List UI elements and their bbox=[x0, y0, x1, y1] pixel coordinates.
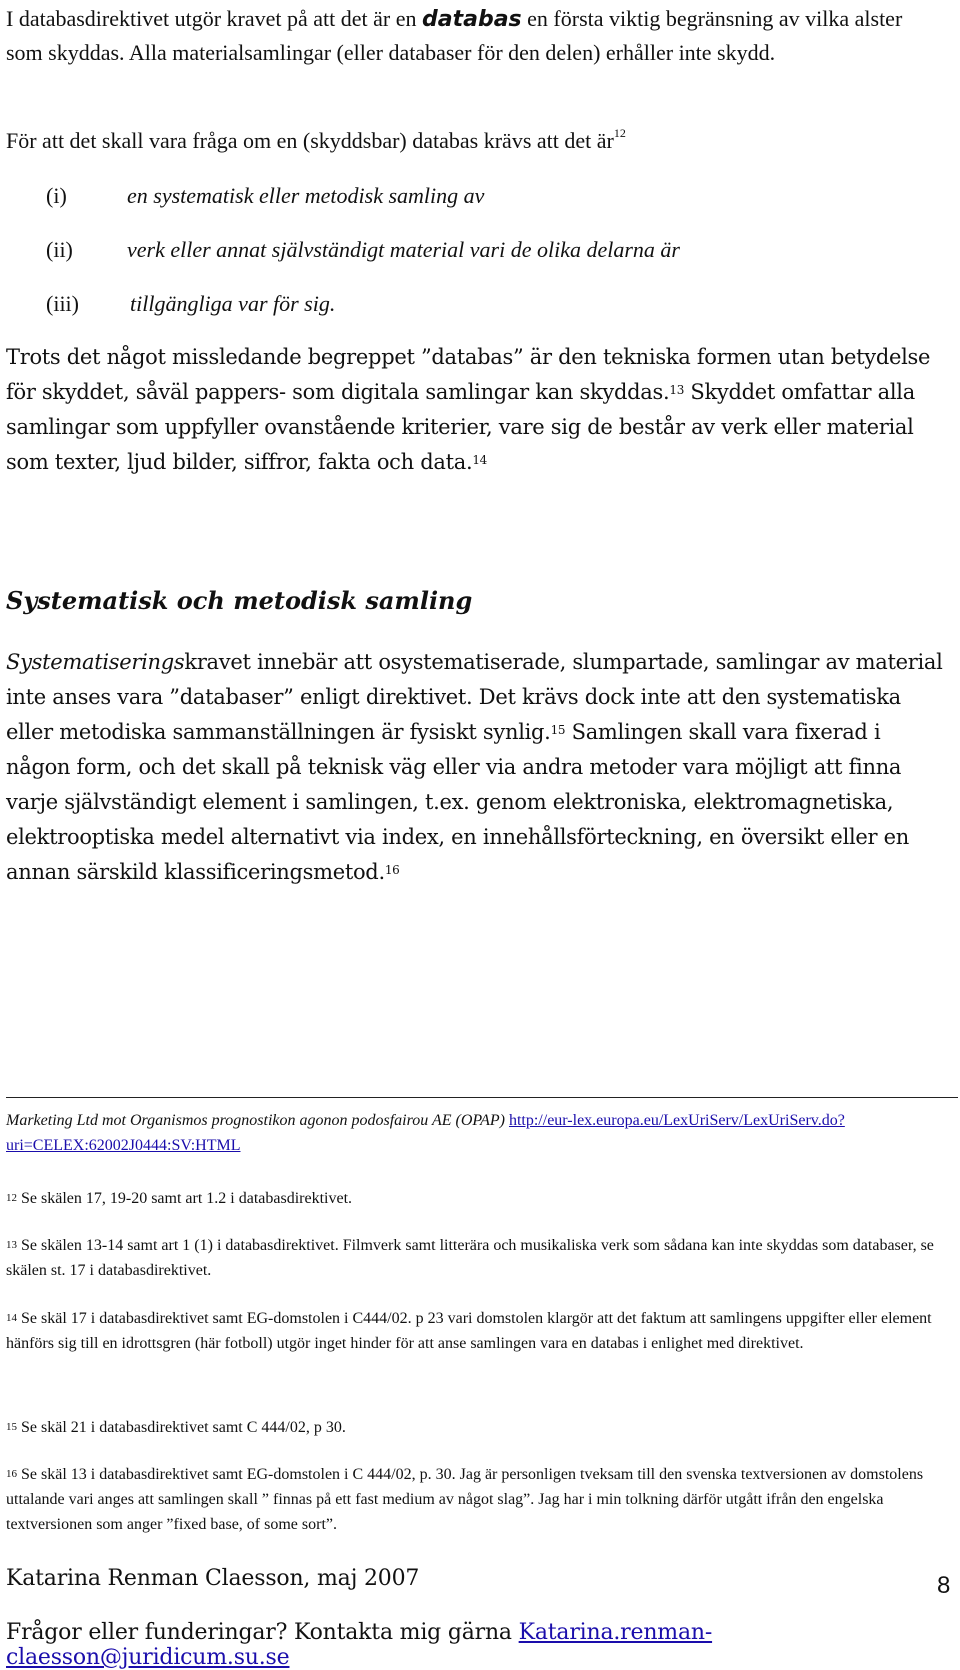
footnote-12 bbox=[6, 1186, 956, 1211]
footnote-0 bbox=[6, 1108, 956, 1158]
footnote-13-number: 13 bbox=[6, 1239, 17, 1251]
footer-email-link[interactable]: Katarina.renman-claesson@juridicum.su.se bbox=[6, 1620, 713, 1670]
footnote-12-number: 12 bbox=[6, 1192, 17, 1204]
footnote-12-text: Se skälen 17, 19-20 samt art 1.2 i databasdirektivet. bbox=[17, 1190, 353, 1207]
footnote-ref-15[interactable]: 15 bbox=[550, 723, 566, 737]
footnote-15-text: Se skäl 21 i databasdirektivet samt C 444/02, p 30. bbox=[17, 1419, 346, 1436]
section-heading: Systematisk och metodisk samling bbox=[6, 586, 473, 615]
criteria-item-1: en systematisk eller metodisk samling av bbox=[127, 183, 485, 208]
footnote-0-link[interactable]: http://eur-lex.europa.eu/LexUriServ/LexUriServ.do?uri=CELEX:62002J0444:SV:HTML bbox=[6, 1112, 845, 1154]
criteria-number-2: (ii) bbox=[46, 237, 73, 262]
page-number: 8 bbox=[937, 1572, 951, 1599]
criteria-intro bbox=[6, 128, 626, 154]
intro-paragraph bbox=[6, 2, 936, 69]
footnote-ref-13[interactable]: 13 bbox=[669, 383, 685, 397]
body-paragraph-2 bbox=[6, 645, 946, 890]
footer-contact-text: Frågor eller funderingar? Kontakta mig gärna bbox=[6, 1620, 519, 1645]
footnote-16-number: 16 bbox=[6, 1468, 17, 1480]
criteria-number-1: (i) bbox=[46, 183, 67, 208]
footnote-14 bbox=[6, 1306, 956, 1356]
para1-text-a: Trots det något missledande begreppet ”databas” är den tekniska formen utan betydelse för skyddet, såväl pappers- som digitala samlingar kan skyddas. bbox=[6, 345, 931, 404]
para1-text-b: Skyddet omfattar alla samlingar som uppfyller ovanstående kriterier, vare sig de består av verk eller material som texter, ljud bilder, siffror, fakta och data. bbox=[6, 380, 915, 474]
footnote-divider bbox=[6, 1097, 958, 1098]
footnote-ref-14[interactable]: 14 bbox=[472, 453, 487, 467]
intro-text-1: I databasdirektivet utgör kravet på att det är en bbox=[6, 6, 422, 31]
footnote-14-text: Se skäl 17 i databasdirektivet samt EG-domstolen i C444/02. p 23 vari domstolen klargör att det faktum att samlingens uppgifter eller element hänförs sig till en idrottsgren (här fotboll) utgör inget hinder för att anse samlingen vara en databas i enlighet med direktivet. bbox=[6, 1310, 932, 1352]
para2-italic-word: Systematiserings bbox=[6, 650, 185, 674]
footnote-ref-12[interactable]: 12 bbox=[613, 126, 626, 140]
footnote-14-number: 14 bbox=[6, 1312, 17, 1324]
body-paragraph-1 bbox=[6, 340, 946, 480]
para2-text-a: kravet innebär att osystematiserade, slumpartade, samlingar av material inte anses vara ”databaser” enligt direktivet. Det krävs dock inte att den systematiska eller metodiska sammanställningen är fysiskt synlig. bbox=[6, 650, 943, 744]
criteria-intro-text: För att det skall vara fråga om en (skyddsbar) databas krävs att det är bbox=[6, 128, 614, 153]
footnote-13-text: Se skälen 13-14 samt art 1 (1) i databasdirektivet. Filmverk samt litterära och musikaliska verk som sådana kan inte skyddas som databaser, se skälen st. 17 i databasdirektivet. bbox=[6, 1237, 934, 1279]
footnote-16 bbox=[6, 1462, 956, 1537]
footnote-15-number: 15 bbox=[6, 1421, 17, 1433]
footnote-13 bbox=[6, 1233, 956, 1283]
footer-contact bbox=[6, 1620, 960, 1670]
footer-author: Katarina Renman Claesson, maj 2007 bbox=[6, 1566, 420, 1591]
footnote-16-text: Se skäl 13 i databasdirektivet samt EG-domstolen i C 444/02, p. 30. Jag är personligen tveksam till den svenska textversionen av domstolens uttalande vari anges att samlingen skall ” finnas på ett fast medium av något slag”. Jag har i min tolkning därför utgått ifrån den engelska textversionen som anger ”fixed base, of some sort”. bbox=[6, 1466, 924, 1533]
footnote-ref-16[interactable]: 16 bbox=[384, 863, 400, 877]
para2-text-b: Samlingen skall vara fixerad i någon form, och det skall på teknisk väg eller via andra metoder vara möjligt att finna varje självständigt element i samlingen, t.ex. genom elektroniska, elektromagnetiska, elektrooptiska medel alternativt via index, en innehållsförteckning, en översikt eller en annan särskild klassificeringsmetod. bbox=[6, 720, 909, 884]
criteria-number-3: (iii) bbox=[46, 291, 79, 316]
footnote-0-text: Marketing Ltd mot Organismos prognostikon agonon podosfairou AE (OPAP) bbox=[6, 1112, 505, 1129]
intro-text-2: en första viktig begränsning av vilka alster som skyddas. Alla materialsamlingar (eller databaser för den delen) erhåller inte skydd. bbox=[6, 6, 903, 65]
criteria-item-3: tillgängliga var för sig. bbox=[130, 291, 336, 316]
intro-bold-word: databas bbox=[422, 7, 522, 32]
criteria-item-2: verk eller annat självständigt material vari de olika delarna är bbox=[127, 237, 680, 262]
footnote-15 bbox=[6, 1415, 956, 1440]
